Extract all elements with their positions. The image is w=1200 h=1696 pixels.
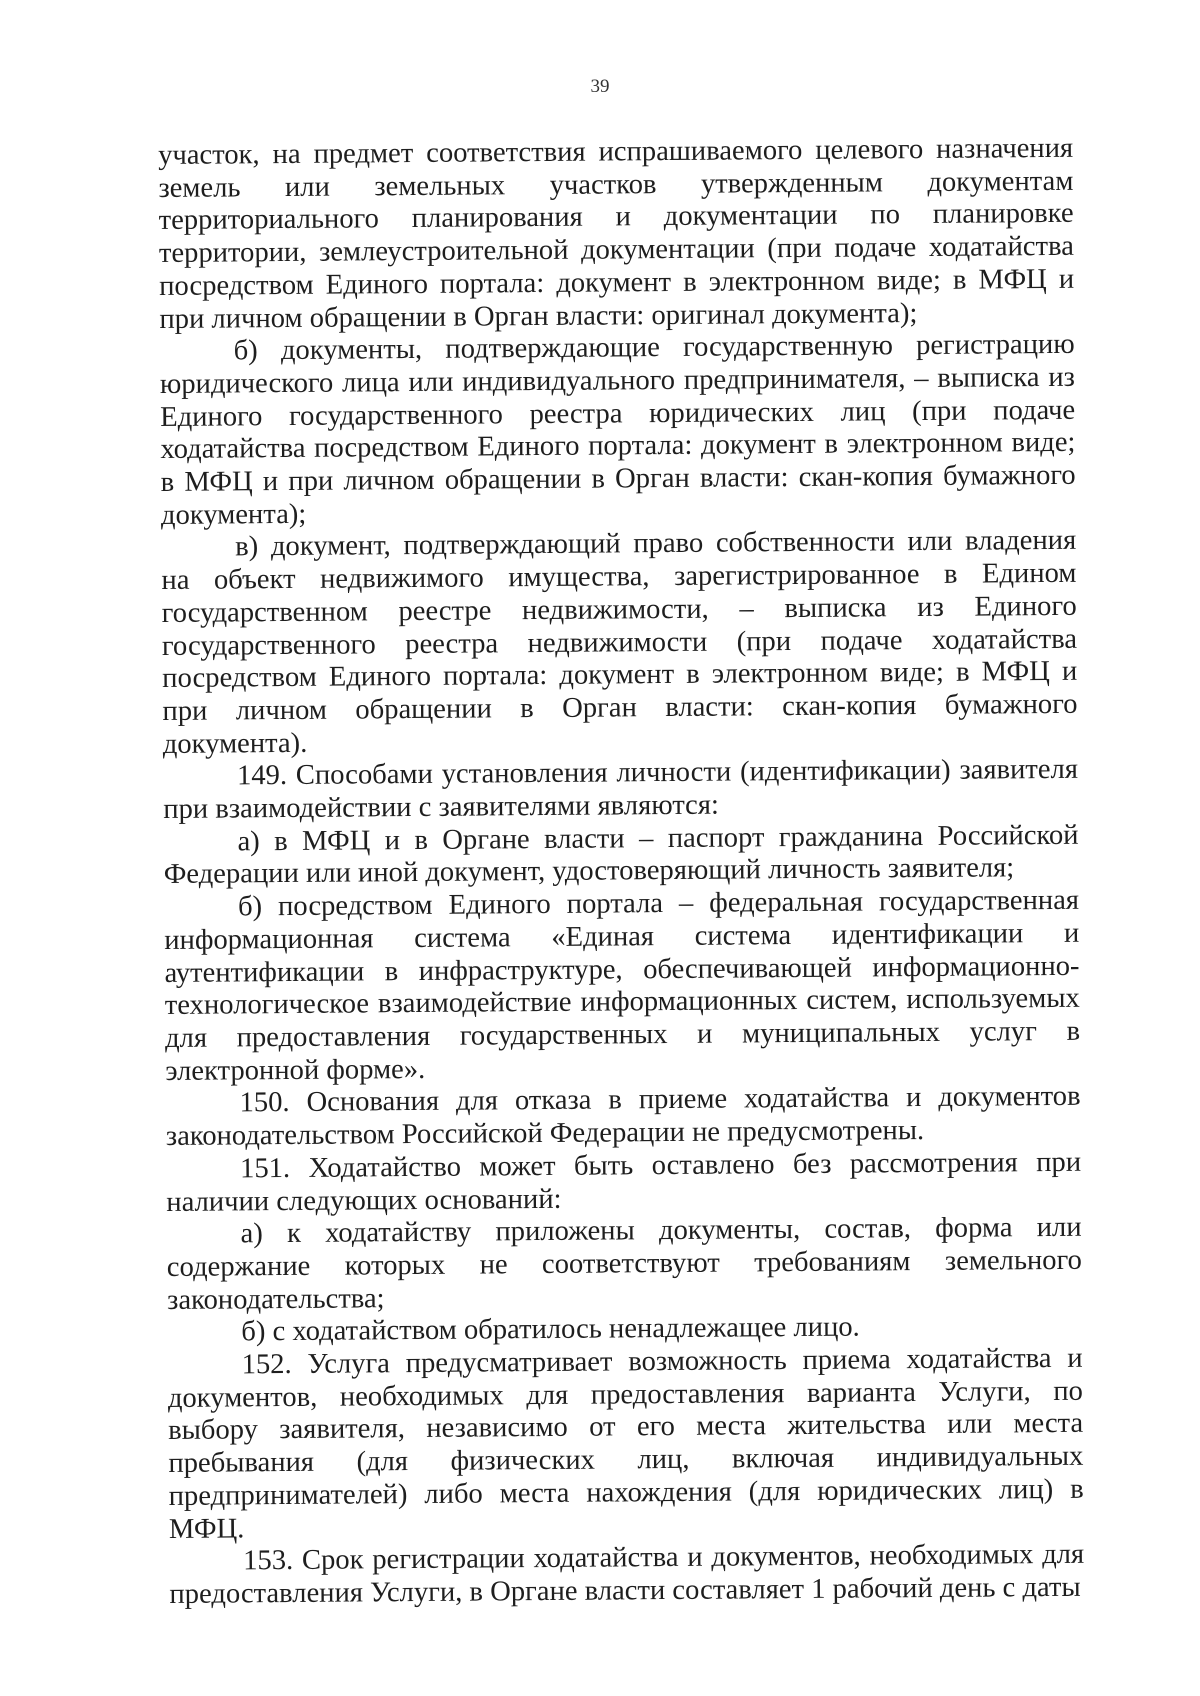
page-number: 39 [590,76,610,97]
paragraph-continuation: участок, на предмет соответствия испрашиваемого целевого назначения земель или земельных участков утвержденным документам территориального планирования и документации по планировке территории, землеустроительной документации (при подаче ходатайства посредством Единого портала: документ в электронном виде; в МФЦ и при личном обращении в Орган власти: оригинал документа); [158,132,1075,335]
paragraph-151: 151. Ходатайство может быть оставлено без рассмотрения при наличии следующих оснований: [166,1146,1082,1218]
paragraph-151-a: а) к ходатайству приложены документы, состав, форма или содержание которых не соответствуют требованиям земельного законодательства; [166,1211,1082,1316]
document-body [158,133,1085,1612]
paragraph-149-b: б) посредством Единого портала – федеральная государственная информационная система «Единая система идентификации и аутентификации в инфраструктуре, обеспечивающей информационно-технологическое взаимодействие информационных систем, используемых для предоставления государственных и муниципальных услуг в электронной форме». [164,884,1081,1087]
paragraph-149-a: а) в МФЦ и в Органе власти – паспорт гражданина Российской Федерации или иной документ, удостоверяющий личность заявителя; [163,819,1079,891]
paragraph-151-b: б) с ходатайством обратилось ненадлежащее лицо. [241,1311,860,1348]
paragraph-item-v-property: в) документ, подтверждающий право собственности или владения на объект недвижимого имущества, зарегистрированное в Едином государственном реестре недвижимости, – выписка из Единого государственного реестра недвижимости (при подаче ходатайства посредством Единого портала: документ в электронном виде; в МФЦ и при личном обращении в Орган власти: скан-копия бумажного документа). [161,525,1078,760]
paragraph-152: 152. Услуга предусматривает возможность приема ходатайства и документов, необходимых для предоставления варианта Услуги, по выбору заявителя, независимо от его места жительства или места пребывания (для физических лиц, включая индивидуальных предпринимателей) либо места нахождения (для юридических лиц) в МФЦ. [167,1342,1084,1545]
paragraph-153: 153. Срок регистрации ходатайства и документов, необходимых для предоставления Услуги, в Органе власти составляет 1 рабочий день с даты [169,1539,1085,1610]
paragraph-150: 150. Основания для отказа в приеме ходатайства и документов законодательством Российской Федерации не предусмотрены. [165,1081,1081,1153]
paragraph-149: 149. Способами установления личности (идентификации) заявителя при взаимодействии с заявителями являются: [163,754,1079,826]
paragraph-item-b-registration: б) документы, подтверждающие государственную регистрацию юридического лица или индивидуального предпринимателя, – выписка из Единого государственного реестра юридических лиц (при подаче ходатайства посредством Единого портала: документ в электронном виде; в МФЦ и при личном обращении в Орган власти: скан-копия бумажного документа); [159,329,1076,531]
